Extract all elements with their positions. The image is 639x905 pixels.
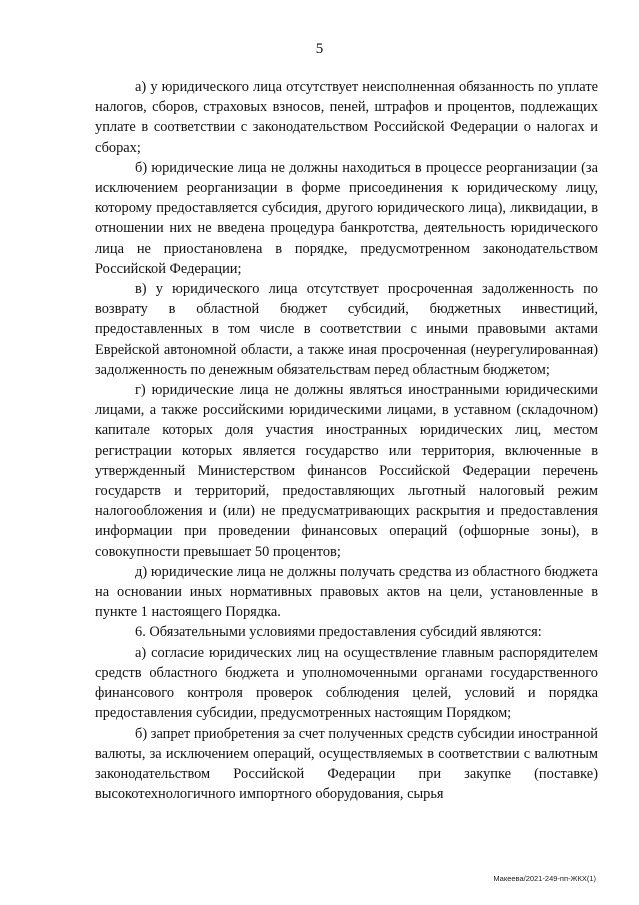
document-body (95, 77, 598, 804)
paragraph-d-other-funding: д) юридические лица не должны получать средства из областного бюджета на основании иных нормативных правовых актов на цели, установленные в пункте 1 настоящего Порядка. (95, 563, 598, 621)
document-reference-code: Макеева/2021-249-пп-ЖКХ(1) (493, 874, 596, 883)
section-6-heading: 6. Обязательными условиями предоставления субсидий являются: (135, 624, 542, 641)
paragraph-v-overdue-debt: в) у юридического лица отсутствует просроченная задолженность по возврату в областной бюджет субсидий, бюджетных инвестиций, предоставленных в том числе в соответствии с иными правовыми актами Еврейской автономной области, а также иная просроченная (неурегулированная) задолженность по денежным обязательствам перед областным бюджетом; (95, 281, 598, 378)
paragraph-g-foreign-entities: г) юридические лица не должны являться иностранными юридическими лицами, а также российскими юридическими лицами, в уставном (складочном) капитале которых доля участия иностранных юридических лиц, местом регистрации которых является государство или территория, включенные в утвержденный Министерством финансов Российской Федерации перечень государств и территорий, предоставляющих льготный налоговый режим налогообложения и (или) не предусматривающих раскрытия и предоставления информации при проведении финансовых операций (офшорные зоны), в совокупности превышает 50 процентов; (95, 382, 598, 560)
paragraph-6a-consent-to-audit: а) согласие юридических лиц на осуществление главным распорядителем средств областного бюджета и уполномоченными органами государственного финансового контроля проверок соблюдения целей, условий и порядка предоставления субсидии, предусмотренных настоящим Порядком; (95, 644, 598, 722)
paragraph-6b-currency-prohibition: б) запрет приобретения за счет полученных средств субсидии иностранной валюты, за исключением операций, осуществляемых в соответствии с валютным законодательством Российской Федерации при закупке (поставке) высокотехнологичного импортного оборудования, сырья (95, 725, 598, 803)
page-number: 5 (315, 41, 324, 57)
paragraph-b-reorganization: б) юридические лица не должны находиться в процессе реорганизации (за исключением реорганизации в форме присоединения к юридическому лицу, которому предоставляется субсидия, другого юридического лица), ликвидации, в отношении них не введена процедура банкротства, деятельность юридического лица не приостановлена в порядке, предусмотренном законодательством Российской Федерации; (95, 159, 598, 277)
paragraph-a-tax-obligations: а) у юридического лица отсутствует неисполненная обязанность по уплате налогов, сборов, страховых взносов, пеней, штрафов и процентов, подлежащих уплате в соответствии с законодательством Российской Федерации о налогах и сборах; (95, 79, 598, 156)
